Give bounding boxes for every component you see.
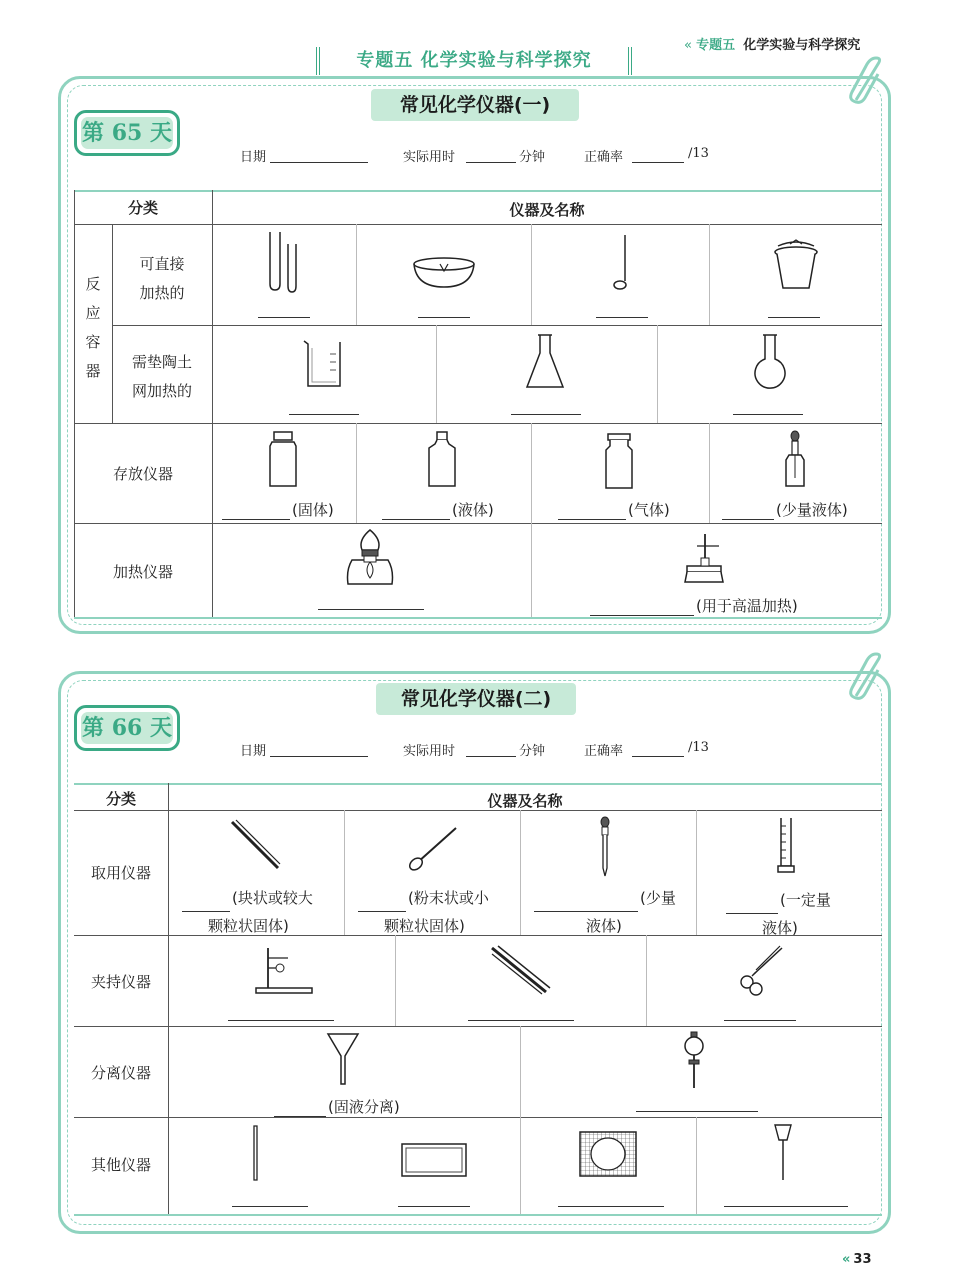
medicine-spoon-icon: [404, 822, 460, 872]
test-tubes-icon: [262, 230, 302, 294]
answer-blank[interactable]: [258, 317, 310, 318]
reaction-vessels-label: 反应容器: [85, 275, 101, 380]
page-title: 专题五 化学实验与科学探究: [316, 47, 632, 75]
answer-blank[interactable]: [511, 414, 581, 415]
taking-instruments-label: 取用仪器: [90, 864, 151, 882]
dropper-bottle-icon: [780, 430, 810, 490]
gauze-heat-label: 需垫陶土 网加热的: [131, 353, 192, 400]
gas-jar-icon: [602, 432, 636, 490]
water-trough-icon: [400, 1142, 468, 1180]
answer-narrow-mouth: (液体): [382, 499, 494, 520]
answer-blank[interactable]: [232, 1206, 308, 1207]
combustion-spoon-icon: [608, 233, 636, 293]
answer-funnel: (固液分离): [274, 1096, 400, 1117]
separation-instruments-label: 分离仪器: [90, 1064, 151, 1082]
separatory-funnel-icon: [682, 1030, 706, 1090]
narrow-mouth-bottle-icon: [425, 430, 459, 490]
day65-header-category: 分类: [127, 199, 158, 217]
beaker-icon: [300, 338, 346, 390]
day66-header-category: 分类: [105, 790, 136, 808]
answer-medicine-spoon: (粉末状或小 颗粒状固体): [358, 884, 489, 940]
paperclip-icon: [848, 56, 886, 106]
conical-flask-icon: [524, 333, 566, 391]
direct-heat-label: 可直接 加热的: [139, 255, 185, 302]
day65-header-instruments: 仪器及名称: [509, 201, 585, 219]
answer-blank[interactable]: [318, 609, 424, 610]
running-header: [684, 34, 860, 53]
answer-blank[interactable]: [468, 1020, 574, 1021]
answer-dropper: (少量 液体): [534, 884, 676, 940]
ceramic-gauze-icon: [578, 1130, 638, 1178]
crucible-tongs-icon: [734, 944, 786, 996]
answer-tweezers: (块状或较大 颗粒状固体): [182, 884, 313, 940]
round-flask-icon: [750, 333, 790, 391]
answer-dropper-bottle: (少量液体): [722, 499, 848, 520]
answer-blank[interactable]: [636, 1111, 758, 1112]
heating-label: 加热仪器: [112, 563, 173, 581]
paperclip-icon: [848, 652, 886, 702]
running-header-subject: 化学实验与科学探究: [743, 38, 861, 53]
day66-badge: 第 66 天: [74, 705, 180, 751]
day66-title: 常见化学仪器(二): [376, 683, 576, 715]
storage-label: 存放仪器: [112, 465, 173, 483]
answer-gas-jar: (气体): [558, 499, 670, 520]
chevron-left-icon: «: [842, 1252, 851, 1267]
page-number: « 33: [842, 1252, 872, 1267]
answer-blank[interactable]: [228, 1020, 334, 1021]
test-tube-holder-icon: [488, 944, 552, 996]
day66-header-instruments: 仪器及名称: [487, 792, 563, 810]
alcohol-lamp-icon: [340, 528, 400, 588]
answer-blank[interactable]: [768, 317, 820, 318]
iron-stand-icon: [254, 944, 314, 996]
glass-rod-icon: [252, 1124, 260, 1182]
answer-blank[interactable]: [289, 414, 359, 415]
answer-blank[interactable]: [398, 1206, 470, 1207]
answer-blank[interactable]: [418, 317, 470, 318]
high-temp-burner-icon: [683, 532, 727, 584]
answer-blank[interactable]: [724, 1206, 848, 1207]
chevron-left-icon: «: [684, 38, 692, 53]
answer-graduated-cylinder: (一定量 液体): [726, 886, 831, 942]
day65-title: 常见化学仪器(一): [371, 89, 579, 121]
running-header-topic: 专题五: [696, 38, 736, 53]
funnel-icon: [326, 1032, 360, 1086]
answer-blank[interactable]: [724, 1020, 796, 1021]
tweezers-icon: [228, 818, 284, 874]
graduated-cylinder-icon: [776, 816, 796, 876]
dropper-icon: [598, 816, 612, 878]
holding-instruments-label: 夹持仪器: [90, 973, 151, 991]
combustion-spoon-icon: [772, 1122, 794, 1182]
answer-blank[interactable]: [558, 1206, 664, 1207]
answer-blank[interactable]: [596, 317, 648, 318]
crucible-icon: [772, 238, 820, 292]
answer-blank[interactable]: [733, 414, 803, 415]
answer-wide-mouth: (固体): [222, 499, 334, 520]
wide-mouth-bottle-icon: [266, 430, 300, 490]
other-instruments-label: 其他仪器: [90, 1156, 151, 1174]
day65-badge: 第 65 天: [74, 110, 180, 156]
answer-high-temp-burner: (用于高温加热): [590, 595, 798, 616]
evaporating-dish-icon: [412, 255, 476, 291]
